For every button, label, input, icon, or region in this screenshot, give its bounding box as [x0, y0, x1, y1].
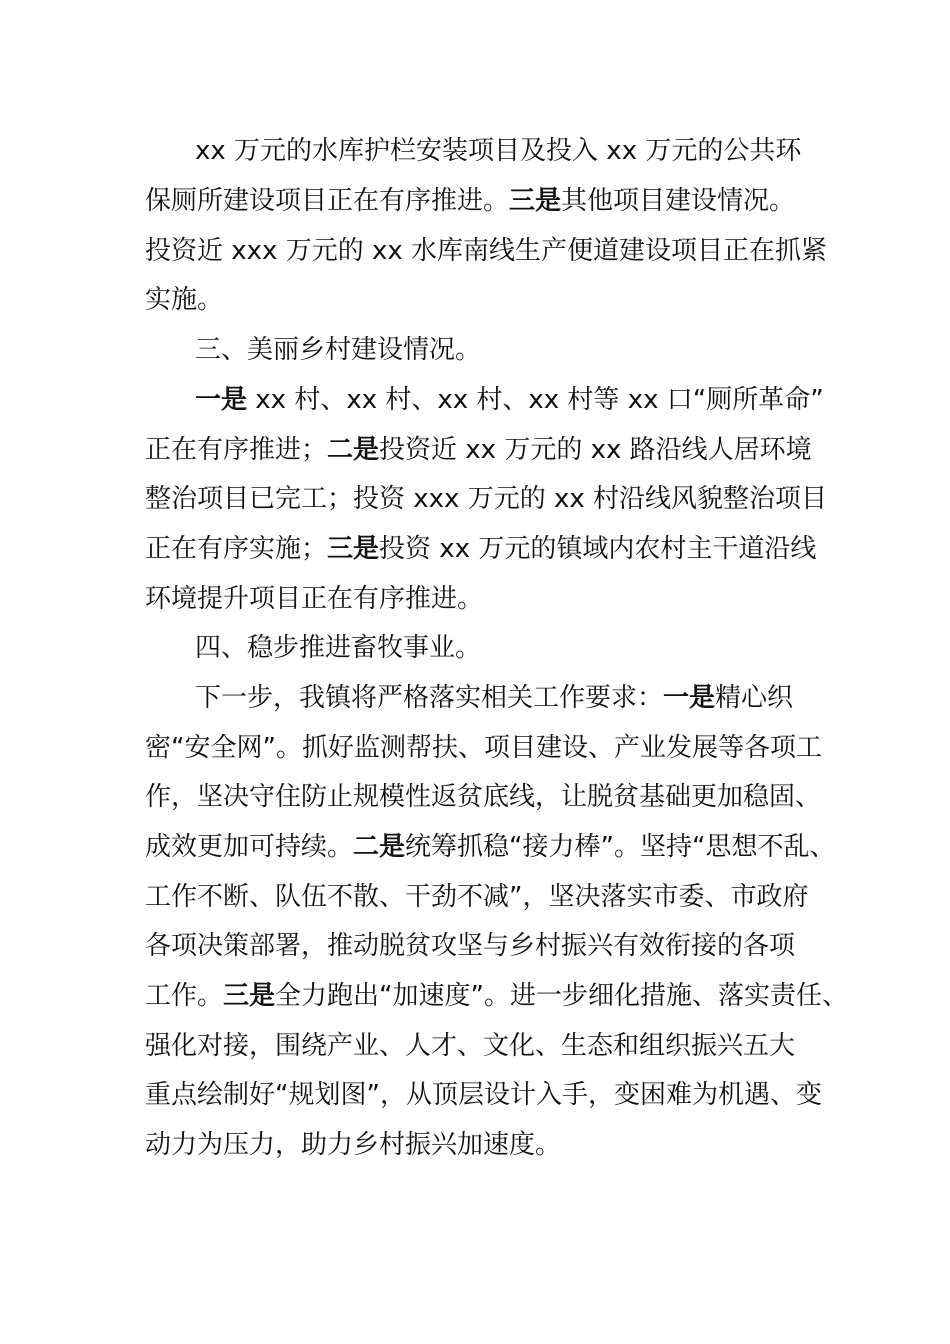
- text-segment: 强化对接，围绕产业、人才、文化、生态和组织振兴五大: [145, 1031, 796, 1061]
- text-line-2: [145, 181, 795, 221]
- text-segment: xx 村、xx 村、xx 村、xx 村等 xx 口“厕所革命”: [247, 385, 824, 415]
- text-segment: 环境提升项目正在有序推进。: [145, 584, 484, 614]
- bold-marker: 三是: [509, 186, 562, 216]
- bold-marker: 三是: [327, 534, 380, 564]
- section-heading-4: [195, 628, 481, 668]
- text-line-7: [145, 430, 812, 470]
- text-line-17: [145, 926, 795, 966]
- text-line-13: [145, 728, 822, 768]
- text-segment: 统筹抓稳“接力棒”。坚持“思想不乱、: [405, 832, 836, 862]
- text-segment: 工作不断、队伍不散、干劲不减”，坚决落实市委、市政府: [145, 882, 809, 912]
- text-segment: 投资近 xx 万元的 xx 路沿线人居环境: [379, 435, 812, 465]
- text-line-1: [195, 131, 801, 171]
- text-segment: 投资近 xxx 万元的 xx 水库南线生产便道建设项目正在抓紧: [145, 236, 827, 266]
- text-line-15: [145, 827, 835, 867]
- text-segment: 正在有序推进；: [145, 435, 328, 465]
- text-segment: 成效更加可持续。: [145, 832, 354, 862]
- text-line-8: [145, 479, 827, 519]
- text-segment: 精心织: [715, 683, 794, 713]
- bold-marker: 二是: [353, 832, 406, 862]
- text-line-3: [145, 231, 827, 271]
- text-segment: 实施。: [145, 285, 224, 315]
- text-line-18: [145, 976, 848, 1016]
- text-segment: xx 万元的水库护栏安装项目及投入 xx 万元的公共环: [195, 136, 802, 166]
- text-segment: 其他项目建设情况。: [561, 186, 796, 216]
- text-segment: 投资 xx 万元的镇域内农村主干道沿线: [379, 534, 817, 564]
- text-segment: 密“安全网”。抓好监测帮扶、项目建设、产业发展等各项工: [145, 733, 822, 763]
- text-line-9: [145, 529, 816, 569]
- text-line-4: [145, 280, 223, 320]
- text-line-19: [145, 1026, 795, 1066]
- bold-marker: 一是: [195, 385, 248, 415]
- text-segment: 四、稳步推进畜牧事业。: [195, 633, 482, 663]
- text-segment: 工作。: [145, 981, 224, 1011]
- text-line-20: [145, 1075, 822, 1115]
- text-segment: 三、美丽乡村建设情况。: [195, 335, 482, 365]
- text-segment: 保厕所建设项目正在有序推进。: [145, 186, 510, 216]
- text-line-12: [195, 678, 793, 718]
- text-segment: 下一步，我镇将严格落实相关工作要求：: [195, 683, 664, 713]
- bold-marker: 一是: [663, 683, 716, 713]
- text-segment: 重点绘制好“规划图”，从顶层设计入手，变困难为机遇、变: [145, 1080, 822, 1110]
- text-line-16: [145, 877, 808, 917]
- text-line-6: [195, 380, 824, 420]
- text-segment: 动力为压力，助力乡村振兴加速度。: [145, 1130, 562, 1160]
- text-segment: 各项决策部署，推动脱贫攻坚与乡村振兴有效衔接的各项: [145, 931, 796, 961]
- text-segment: 作，坚决守住防止规模性返贫底线，让脱贫基础更加稳固、: [145, 782, 822, 812]
- text-line-14: [145, 777, 821, 817]
- bold-marker: 二是: [327, 435, 380, 465]
- section-heading-3: [195, 330, 481, 370]
- bold-marker: 三是: [223, 981, 276, 1011]
- text-line-21: [145, 1125, 561, 1165]
- text-segment: 全力跑出“加速度”。进一步细化措施、落实责任、: [275, 981, 848, 1011]
- text-line-10: [145, 579, 483, 619]
- text-segment: 整治项目已完工；投资 xxx 万元的 xx 村沿线风貌整治项目: [145, 484, 827, 514]
- text-segment: 正在有序实施；: [145, 534, 328, 564]
